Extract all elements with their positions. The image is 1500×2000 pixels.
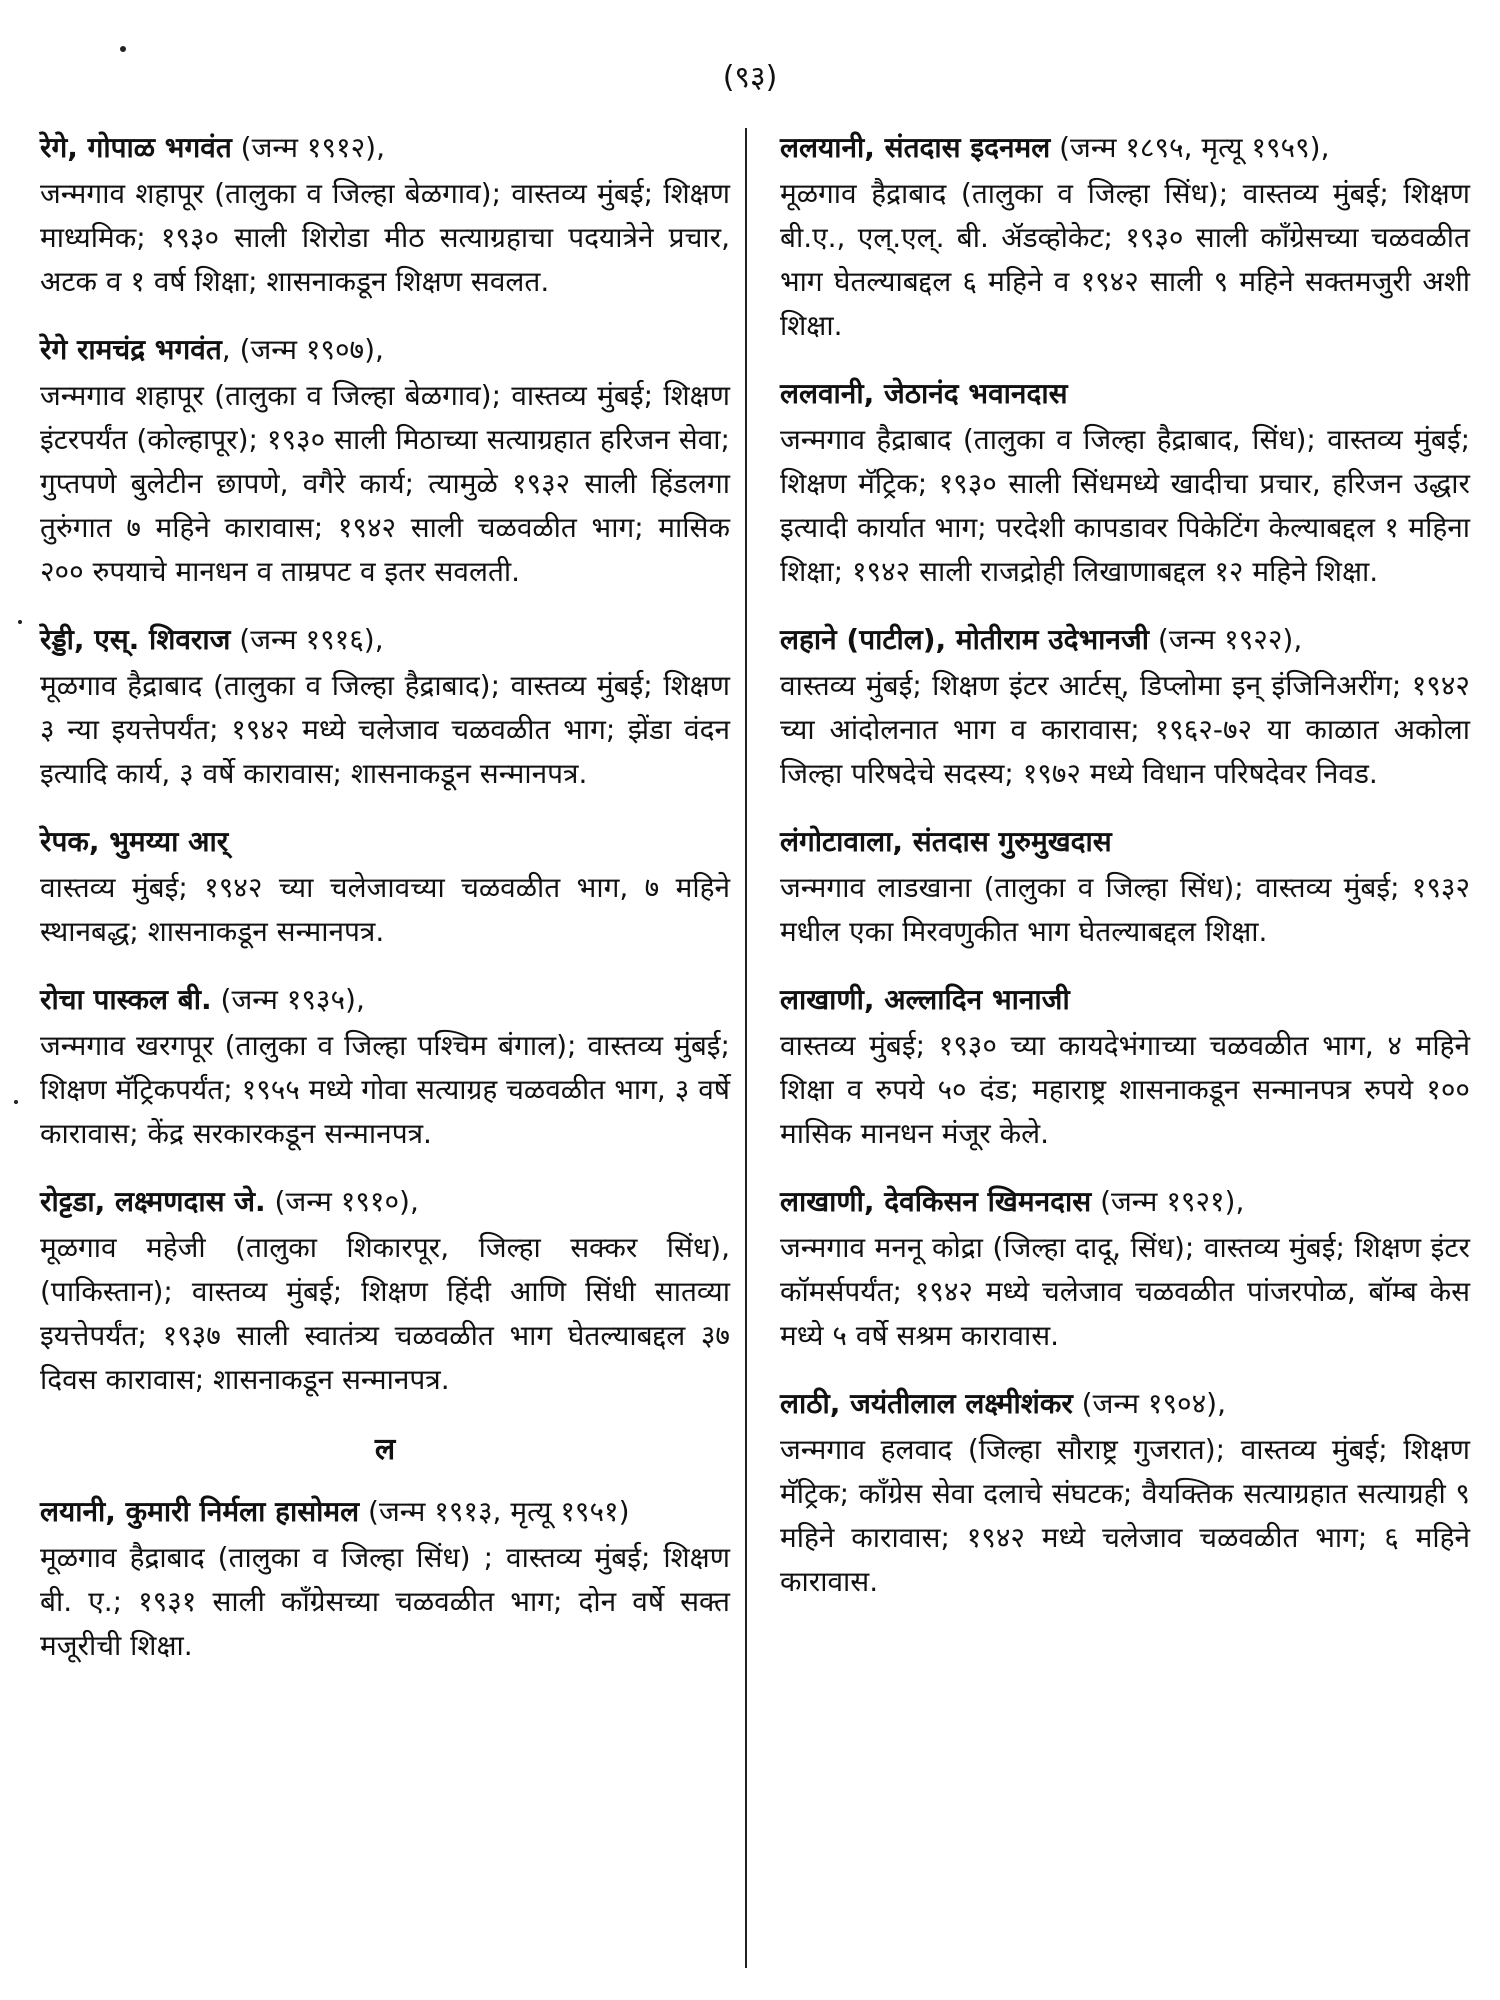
entry-dates: (जन्म १९२१),: [1091, 1185, 1245, 1218]
biography-entry: [780, 822, 1470, 954]
entry-dates: (जन्म १८९५, मृत्यू १९५९),: [1050, 131, 1330, 164]
entry-heading: [40, 1492, 730, 1532]
entry-body: मूळगाव हैद्राबाद (तालुका व जिल्हा सिंध); वास्तव्य मुंबई; शिक्षण बी.ए., एल्.एल्. बी. ॲडव्होकेट; १९३० साली काँग्रेसच्या चळवळीत भाग घेतल्याबद्दल ६ महिने व १९४२ साली ९ महिने सक्तमजुरी अशी शिक्षा.: [780, 177, 1470, 342]
biography-entry: [780, 1182, 1470, 1358]
entry-name: लाखाणी, अल्लादिन भानाजी: [780, 983, 1070, 1016]
entry-body: जन्मगाव हलवाद (जिल्हा सौराष्ट्र गुजरात); वास्तव्य मुंबई; शिक्षण मॅट्रिक; काँग्रेस सेवा दलाचे संघटक; वैयक्तिक सत्याग्रहात सत्याग्रही ९ महिने कारावास; १९४२ मध्ये चलेजाव चळवळीत भाग; ६ महिने कारावास.: [780, 1433, 1470, 1598]
biography-entry: [40, 822, 730, 954]
entry-heading: [780, 822, 1470, 862]
page-number: (९३): [722, 60, 778, 95]
entry-body: जन्मगाव खरगपूर (तालुका व जिल्हा पश्चिम बंगाल); वास्तव्य मुंबई; शिक्षण मॅट्रिकपर्यंत; १९५५ मध्ये गोवा सत्याग्रह चळवळीत भाग, ३ वर्षे कारावास; केंद्र सरकारकडून सन्मानपत्र.: [40, 1029, 730, 1150]
entry-name: लाठी, जयंतीलाल लक्ष्मीशंकर: [780, 1387, 1073, 1420]
scan-speck: [18, 620, 22, 624]
entry-dates: (जन्म १९१२),: [231, 131, 385, 164]
entry-dates: , (जन्म १९०७),: [221, 333, 384, 366]
entry-heading: [40, 980, 730, 1020]
entry-body: मूळगाव हैद्राबाद (तालुका व जिल्हा सिंध) ; वास्तव्य मुंबई; शिक्षण बी. ए.; १९३१ साली काँग्रेसच्या चळवळीत भाग; दोन वर्षे सक्त मजूरीची शिक्षा.: [40, 1541, 730, 1662]
entry-body: जन्मगाव मननू कोद्रा (जिल्हा दादू, सिंध); वास्तव्य मुंबई; शिक्षण इंटर कॉमर्सपर्यंत; १९४२ मध्ये चलेजाव चळवळीत पांजरपोळ, बॉम्ब केस मध्ये ५ वर्षे सश्रम कारावास.: [780, 1231, 1470, 1352]
entry-name: रेड्डी, एस्. शिवराज: [40, 623, 231, 656]
entry-body: वास्तव्य मुंबई; शिक्षण इंटर आर्टस्, डिप्लोमा इन् इंजिनिअरींग; १९४२ च्या आंदोलनात भाग व कारावास; १९६२-७२ या काळात अकोला जिल्हा परिषदेचे सदस्य; १९७२ मध्ये विधान परिषदेवर निवड.: [780, 669, 1470, 790]
biography-entry: [780, 1384, 1470, 1604]
biography-entry: [40, 980, 730, 1156]
entry-name: रेगे रामचंद्र भगवंत: [40, 333, 222, 366]
right-column: [780, 128, 1470, 1630]
biography-entry: [40, 620, 730, 796]
entry-name: लयानी, कुमारी निर्मला हासोमल: [40, 1495, 360, 1528]
entry-name: रोट्टडा, लक्ष्मणदास जे.: [40, 1185, 266, 1218]
entry-dates: (जन्म १९०४),: [1072, 1387, 1226, 1420]
entry-heading: [40, 1182, 730, 1222]
entry-heading: [40, 620, 730, 660]
entry-heading: [40, 330, 730, 370]
entry-body: मूळगाव हैद्राबाद (तालुका व जिल्हा हैद्राबाद); वास्तव्य मुंबई; शिक्षण ३ न्या इयत्तेपर्यंत; १९४२ मध्ये चलेजाव चळवळीत भाग; झेंडा वंदन इत्यादि कार्य, ३ वर्षे कारावास; शासनाकडून सन्मानपत्र.: [40, 669, 730, 790]
entry-body: वास्तव्य मुंबई; १९३० च्या कायदेभंगाच्या चळवळीत भाग, ४ महिने शिक्षा व रुपये ५० दंड; महाराष्ट्र शासनाकडून सन्मानपत्र रुपये १०० मासिक मानधन मंजूर केले.: [780, 1029, 1470, 1150]
entry-heading: [780, 128, 1470, 168]
biography-entry: [40, 1492, 730, 1668]
biography-entry: [40, 1182, 730, 1402]
biography-entry: [780, 620, 1470, 796]
entry-name: लाखाणी, देवकिसन खिमनदास: [780, 1185, 1092, 1218]
entry-name: ललवानी, जेठानंद भवानदास: [780, 377, 1068, 410]
scan-speck: [120, 46, 126, 52]
entry-dates: (जन्म १९१३, मृत्यू १९५१): [359, 1495, 630, 1528]
entry-body: वास्तव्य मुंबई; १९४२ च्या चलेजावच्या चळवळीत भाग, ७ महिने स्थानबद्ध; शासनाकडून सन्मानपत्र.: [40, 871, 730, 948]
biography-entry: [780, 374, 1470, 594]
entry-dates: (जन्म १९२२),: [1149, 623, 1303, 656]
entry-body: जन्मगाव हैद्राबाद (तालुका व जिल्हा हैद्राबाद, सिंध); वास्तव्य मुंबई; शिक्षण मॅट्रिक; १९३० साली सिंधमध्ये खादीचा प्रचार, हरिजन उद्धार इत्यादी कार्यात भाग; परदेशी कापडावर पिकेटिंग केल्याबद्दल १ महिना शिक्षा; १९४२ साली राजद्रोही लिखाणाबद्दल १२ महिने शिक्षा.: [780, 423, 1470, 588]
biography-entry: [40, 330, 730, 594]
entry-dates: (जन्म १९३५),: [211, 983, 365, 1016]
entry-heading: [780, 374, 1470, 414]
entry-name: लंगोटावाला, संतदास गुरुमुखदास: [780, 825, 1112, 858]
left-column: [40, 128, 730, 1694]
entry-name: रेगे, गोपाळ भगवंत: [40, 131, 232, 164]
entry-body: जन्मगाव लाडखाना (तालुका व जिल्हा सिंध); वास्तव्य मुंबई; १९३२ मधील एका मिरवणुकीत भाग घेतल्याबद्दल शिक्षा.: [780, 871, 1470, 948]
column-divider: [745, 128, 747, 1968]
entry-dates: (जन्म १९१६),: [230, 623, 384, 656]
entry-body: जन्मगाव शहापूर (तालुका व जिल्हा बेळगाव); वास्तव्य मुंबई; शिक्षण इंटरपर्यंत (कोल्हापूर); १९३० साली मिठाच्या सत्याग्रहात हरिजन सेवा; गुप्तपणे बुलेटीन छापणे, वगैरे कार्य; त्यामुळे १९३२ साली हिंडलगा तुरुंगात ७ महिने कारावास; १९४२ साली चळवळीत भाग; मासिक २०० रुपयाचे मानधन व ताम्रपट व इतर सवलती.: [40, 379, 730, 588]
entry-heading: [40, 128, 730, 168]
section-letter-heading: ल: [374, 1432, 396, 1467]
entry-heading: [780, 1182, 1470, 1222]
biography-entry: [780, 128, 1470, 348]
biography-entry: [780, 980, 1470, 1156]
scan-speck: [14, 1100, 18, 1104]
entry-heading: [780, 980, 1470, 1020]
entry-body: मूळगाव महेजी (तालुका शिकारपूर, जिल्हा सक्कर सिंध), (पाकिस्तान); वास्तव्य मुंबई; शिक्षण हिंदी आणि सिंधी सातव्या इयत्तेपर्यंत; १९३७ साली स्वातंत्र्य चळवळीत भाग घेतल्याबद्दल ३७ दिवस कारावास; शासनाकडून सन्मानपत्र.: [40, 1231, 730, 1396]
entry-body: जन्मगाव शहापूर (तालुका व जिल्हा बेळगाव); वास्तव्य मुंबई; शिक्षण माध्यमिक; १९३० साली शिरोडा मीठ सत्याग्रहाचा पदयात्रेने प्रचार, अटक व १ वर्ष शिक्षा; शासनाकडून शिक्षण सवलत.: [40, 177, 730, 298]
entry-dates: (जन्म १९१०),: [265, 1185, 419, 1218]
entry-name: रोचा पास्कल बी.: [40, 983, 212, 1016]
entry-name: रेपक, भुमय्या आर्: [40, 825, 229, 858]
entry-name: ललयानी, संतदास इदनमल: [780, 131, 1051, 164]
entry-name: लहाने (पाटील), मोतीराम उदेभानजी: [780, 623, 1149, 656]
entry-heading: [780, 620, 1470, 660]
biography-entry: [40, 128, 730, 304]
entry-heading: [780, 1384, 1470, 1424]
entry-heading: [40, 822, 730, 862]
